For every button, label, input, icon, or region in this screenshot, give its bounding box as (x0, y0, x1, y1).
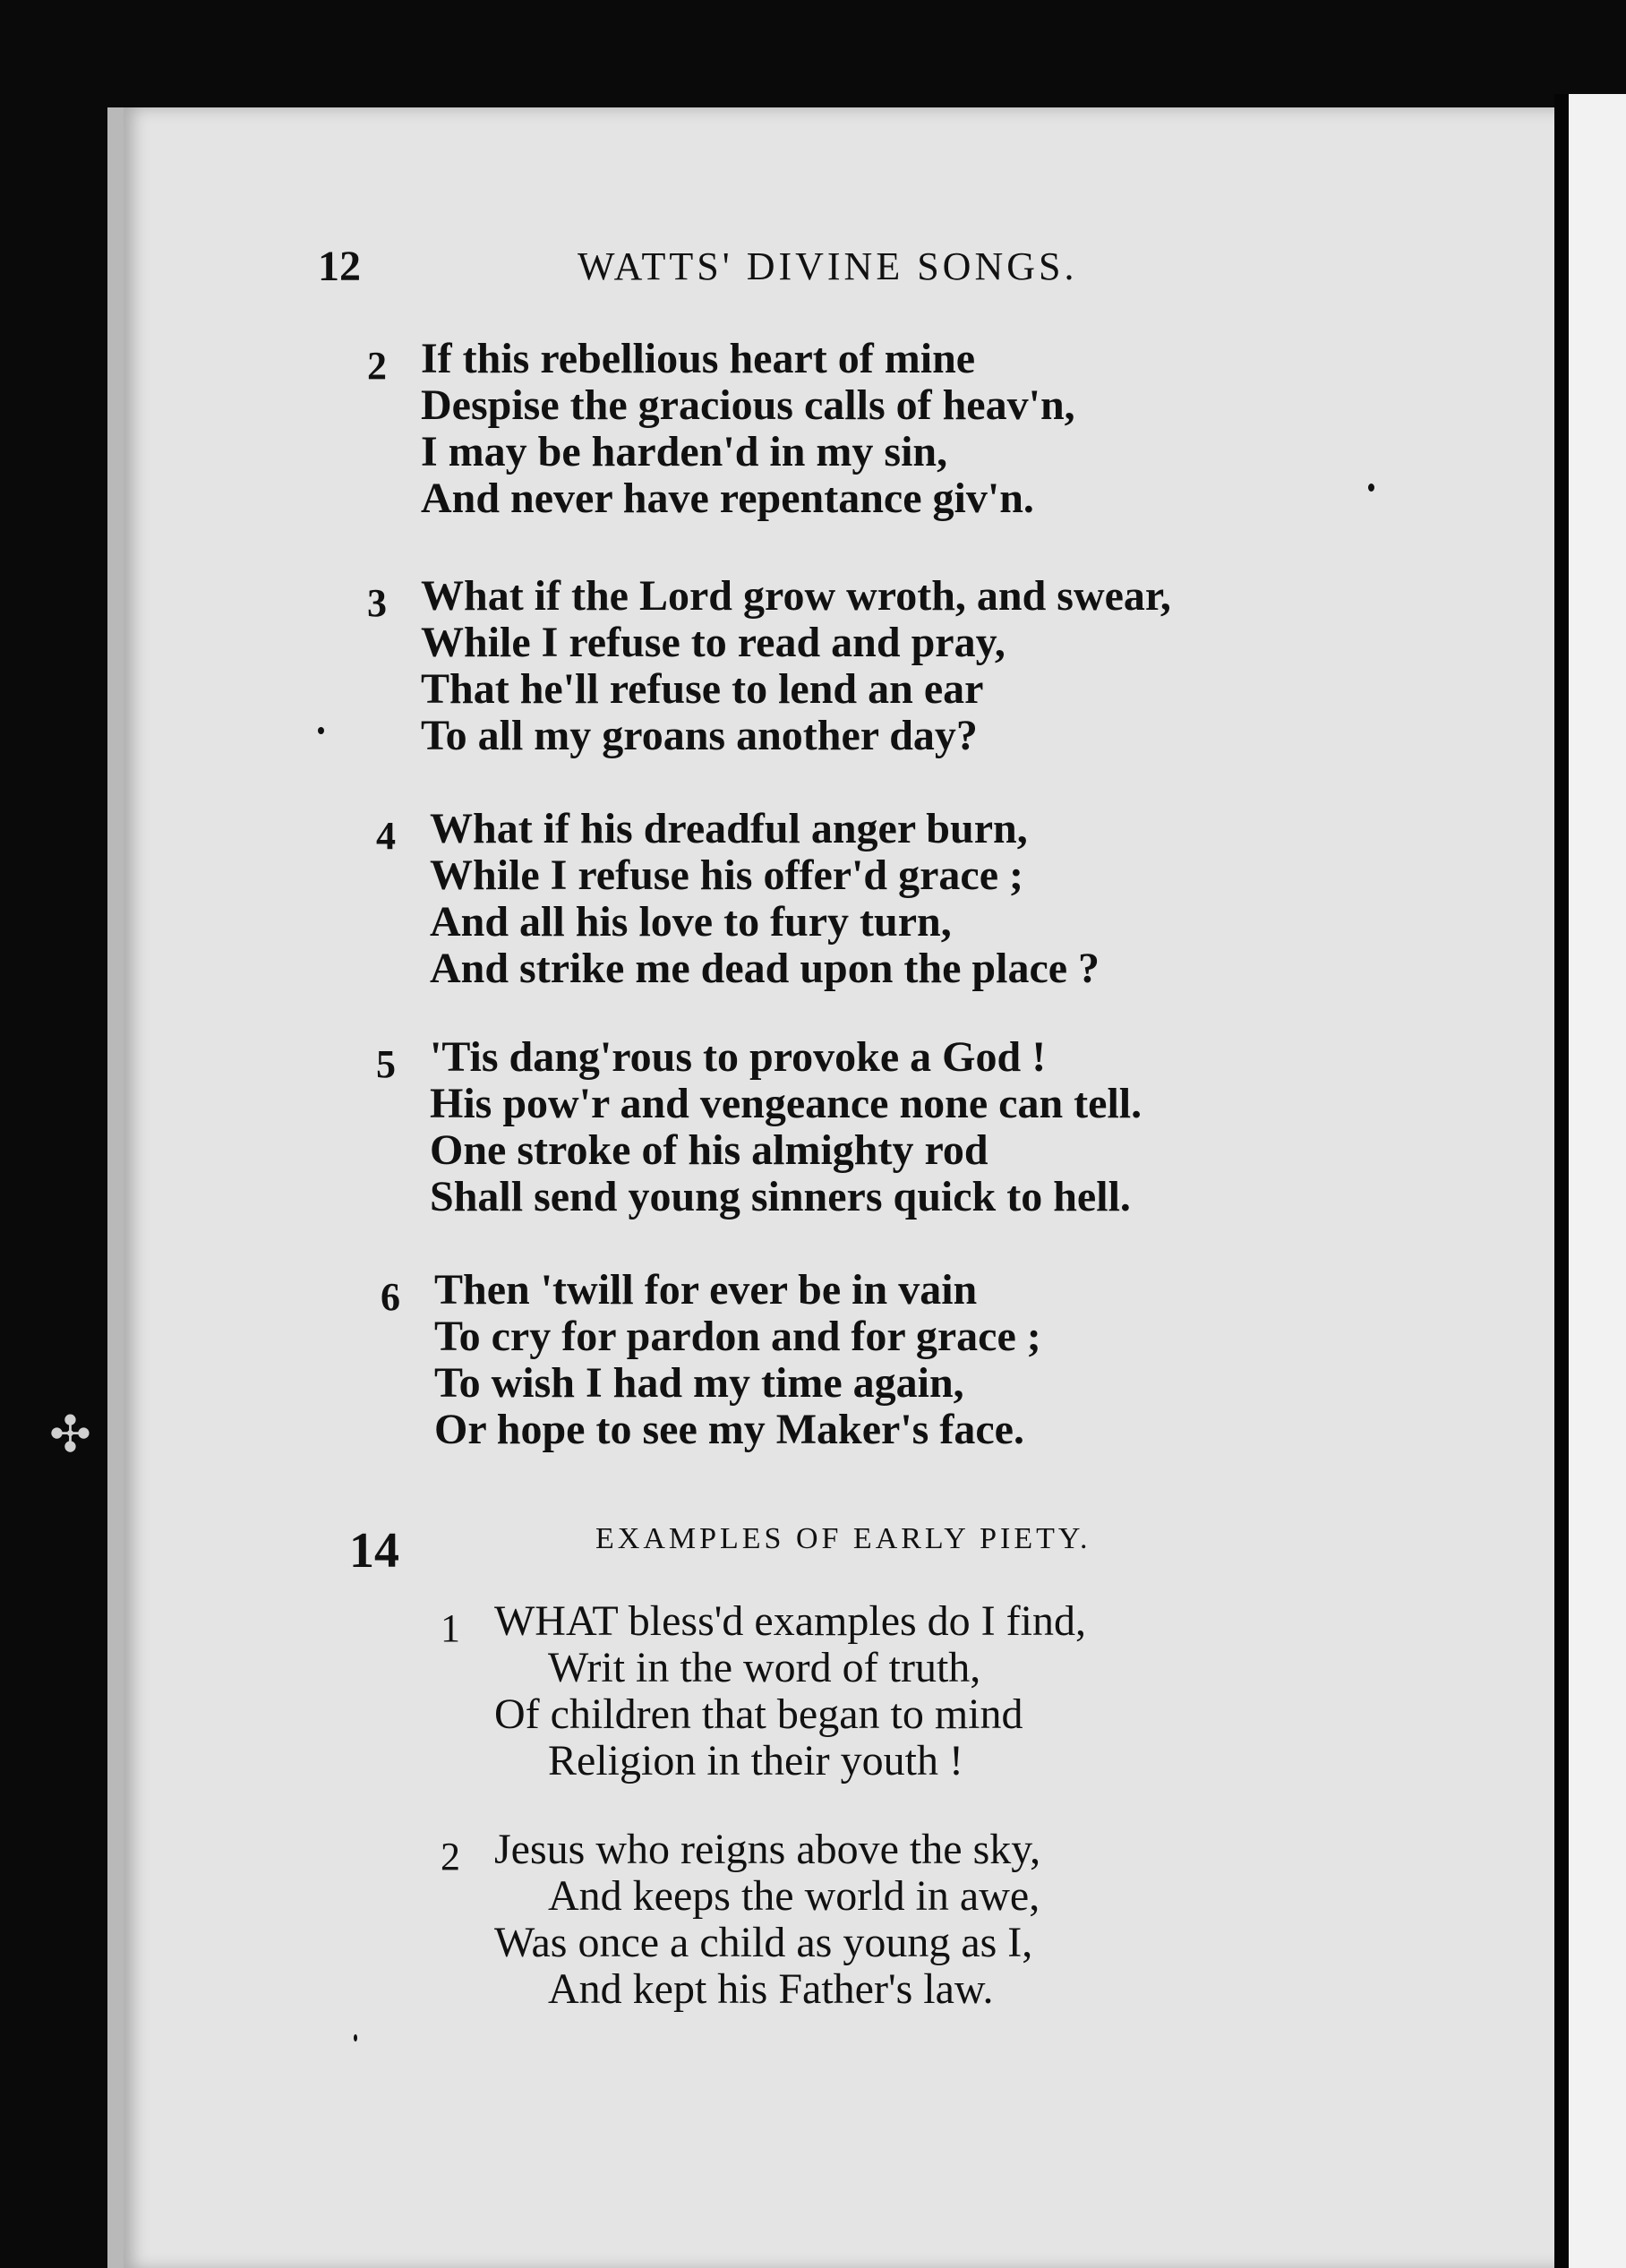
page-gutter (1554, 94, 1569, 2268)
stanza-number: 1 (441, 1606, 460, 1650)
verse-line: Writ in the word of truth, (548, 1644, 981, 1691)
verse-line: Despise the gracious calls of heav'n, (421, 381, 1075, 429)
verse-line: If this rebellious heart of mine (421, 335, 976, 382)
verse-line: To wish I had my time again, (434, 1359, 964, 1407)
verse-line: While I refuse to read and pray, (421, 619, 1006, 666)
verse-line: And strike me dead upon the place ? (430, 945, 1100, 992)
verse-line: And keeps the world in awe, (548, 1872, 1040, 1920)
verse-line: Religion in their youth ! (548, 1737, 963, 1784)
scan-speck (354, 2034, 357, 2041)
hymn-title: EXAMPLES OF EARLY PIETY. (595, 1522, 1091, 1555)
stanza-number: 3 (367, 581, 387, 625)
stanza-number: 6 (381, 1275, 400, 1319)
verse-line: Or hope to see my Maker's face. (434, 1406, 1024, 1453)
stanza (376, 805, 1100, 992)
verse-line: His pow'r and vengeance none can tell. (430, 1080, 1142, 1127)
stanza (381, 1266, 1041, 1453)
stanza (367, 335, 1075, 522)
running-head (318, 242, 1195, 304)
verse-line: I may be harden'd in my sin, (421, 428, 948, 475)
facing-page-edge (1569, 94, 1626, 2268)
verse-line: What if the Lord grow wroth, and swear, (421, 572, 1171, 620)
verse-line: To cry for pardon and for grace ; (434, 1313, 1041, 1360)
verse-line: Was once a child as young as I, (494, 1919, 1033, 1966)
stanza-number: 4 (376, 814, 396, 858)
verse-line: And all his love to fury turn, (430, 898, 952, 946)
stanza (441, 1597, 1086, 1784)
hymn-number: 14 (349, 1523, 399, 1579)
verse-line: And kept his Father's law. (548, 1965, 994, 2013)
page-number: 12 (318, 243, 361, 290)
verse-line: And never have repentance giv'n. (421, 475, 1034, 522)
verse-line: 'Tis dang'rous to provoke a God ! (430, 1033, 1047, 1081)
verse-line: That he'll refuse to lend an ear (421, 665, 984, 713)
stanza-number: 5 (376, 1042, 396, 1086)
stanza (441, 1826, 1041, 2013)
verse-line: Shall send young sinners quick to hell. (430, 1173, 1131, 1220)
stanza (376, 1033, 1142, 1220)
stanza-number: 2 (367, 344, 387, 388)
stanza (367, 572, 1171, 759)
verse-line: Jesus who reigns above the sky, (494, 1826, 1041, 1873)
stanza-number: 2 (441, 1835, 460, 1879)
margin-ink-mark: ✣ (49, 1408, 91, 1463)
verse-line: What if his dreadful anger burn, (430, 805, 1028, 852)
verse-line: One stroke of his almighty rod (430, 1126, 988, 1174)
scan-speck (1368, 484, 1374, 492)
verse-line: WHAT bless'd examples do I find, (494, 1597, 1086, 1645)
verse-line: To all my groans another day? (421, 712, 978, 759)
verse-line: Then 'twill for ever be in vain (434, 1266, 978, 1314)
verse-line: While I refuse his offer'd grace ; (430, 852, 1023, 899)
book-title: WATTS' DIVINE SONGS. (578, 244, 1078, 288)
verse-line: Of children that began to mind (494, 1690, 1023, 1738)
scan-speck (318, 727, 324, 734)
